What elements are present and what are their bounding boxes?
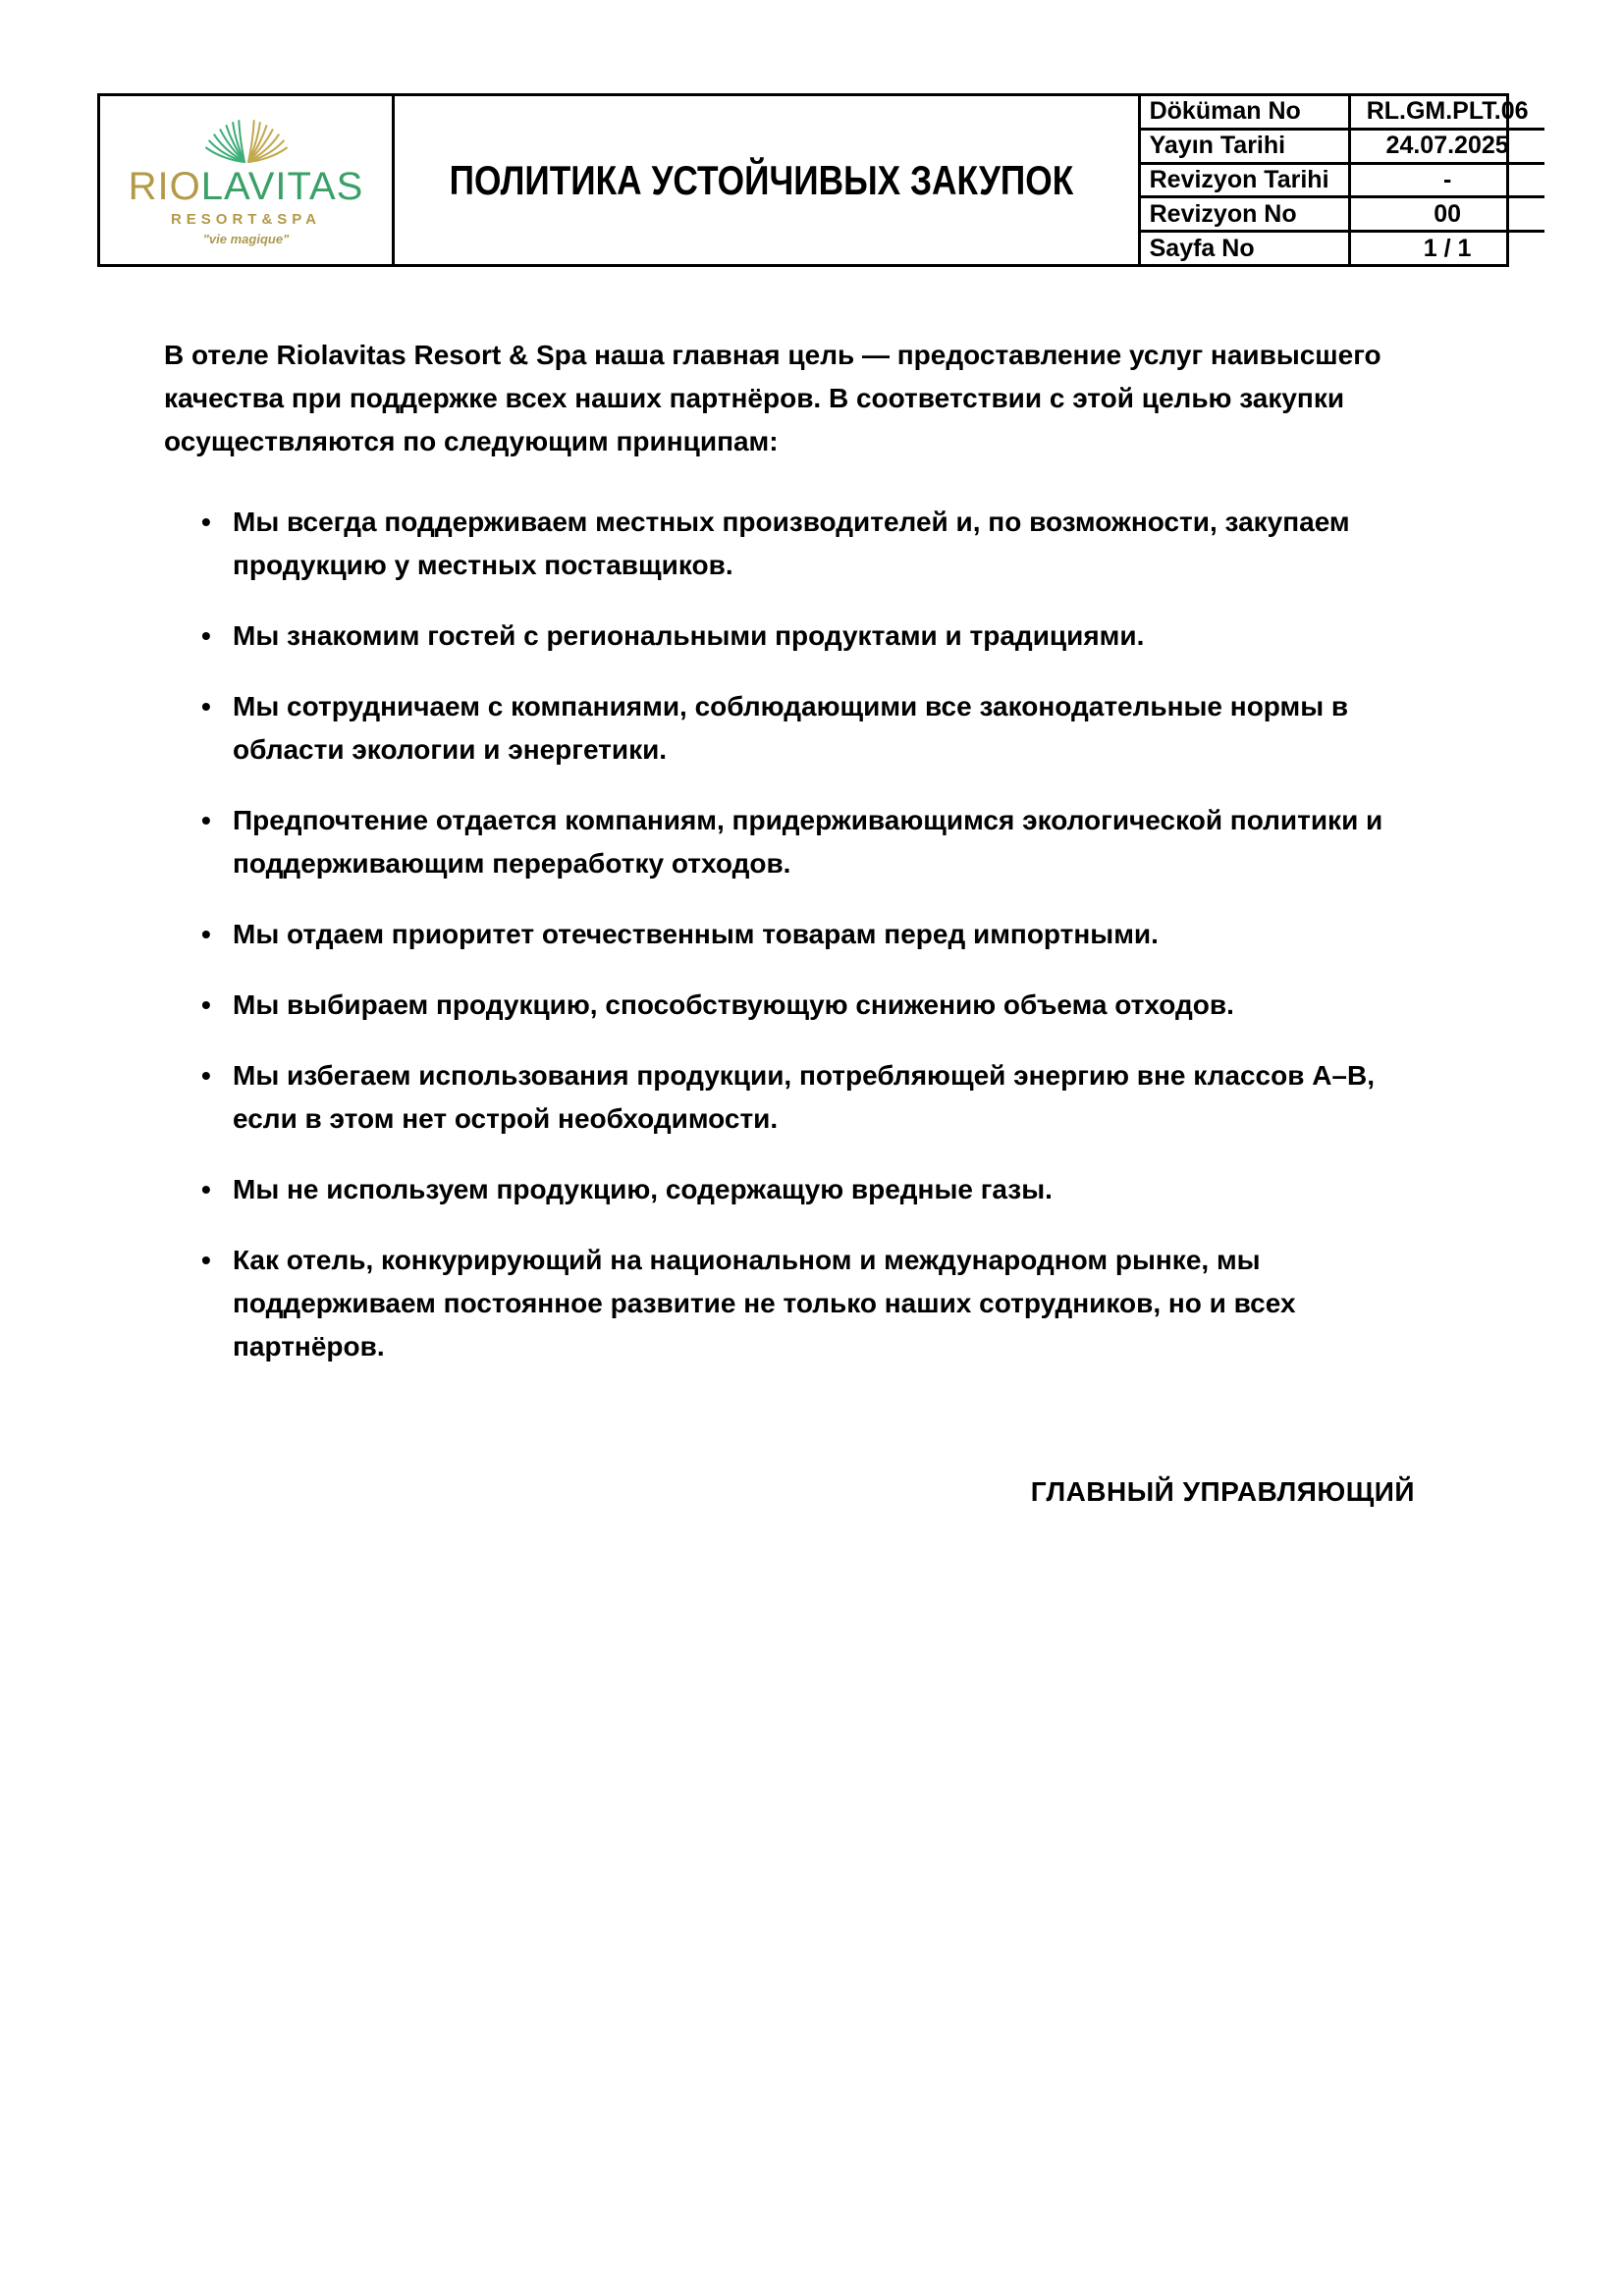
meta-row-yayin-tarihi: [1141, 128, 1544, 162]
intro-paragraph: В отеле Riolavitas Resort & Spa наша главная цель — предоставление услуг наивысшего качества при поддержке всех наших партнёров. В соответствии с этой целью закупки осуществляются по следующим принципам:: [164, 340, 1381, 456]
document-header: [97, 93, 1529, 267]
logo-tagline: "vie magique": [202, 232, 290, 246]
meta-row-sayfa-no: [1141, 230, 1544, 264]
list-item: • Мы знакомим гостей с региональными продуктами и традициями.: [164, 614, 1431, 658]
logo: [100, 96, 395, 264]
principles-list: [164, 501, 1431, 1368]
document-title-cell: [395, 96, 1138, 264]
meta-value: -: [1442, 165, 1452, 193]
meta-label: Sayfa No: [1141, 233, 1351, 264]
meta-label: Revizyon No: [1141, 198, 1351, 230]
meta-table: [1138, 96, 1544, 264]
list-item: • Мы отдаем приоритет отечественным товарам перед импортными.: [164, 913, 1431, 956]
logo-rio-text: RIO: [128, 165, 201, 208]
list-item: • Мы не используем продукцию, содержащую вредные газы.: [164, 1168, 1431, 1211]
meta-row-dokuman-no: [1141, 96, 1544, 128]
meta-value: 1 / 1: [1423, 234, 1472, 262]
list-item: • Мы всегда поддерживаем местных производителей и, по возможности, закупаем продукцию у местных поставщиков.: [164, 501, 1431, 587]
document-body: [164, 334, 1431, 1514]
meta-label: Döküman No: [1141, 96, 1351, 128]
meta-row-revizyon-no: [1141, 195, 1544, 230]
meta-value: RL.GM.PLT.06: [1366, 97, 1529, 126]
page-title: ПОЛИТИКА УСТОЙЧИВЫХ ЗАКУПОК: [449, 156, 1074, 203]
meta-row-revizyon-tarihi: [1141, 162, 1544, 196]
meta-label: Revizyon Tarihi: [1141, 165, 1351, 196]
palm-fans-icon: [178, 120, 315, 165]
list-item: • Мы выбираем продукцию, способствующую снижению объема отходов.: [164, 984, 1431, 1027]
list-item: • Как отель, конкурирующий на национальном и международном рынке, мы поддерживаем постоянное развитие не только наших сотрудников, но и всех партнёров.: [164, 1239, 1431, 1368]
meta-value: 24.07.2025: [1385, 132, 1509, 160]
list-item: • Предпочтение отдается компаниям, придерживающимся экологической политики и поддерживающим переработку отходов.: [164, 799, 1431, 885]
list-item: • Мы избегаем использования продукции, потребляющей энергию вне классов А–В, если в этом нет острой необходимости.: [164, 1054, 1431, 1141]
logo-lavitas-text: LAVITAS: [200, 165, 364, 208]
meta-label: Yayın Tarihi: [1141, 131, 1351, 162]
signoff-title: ГЛАВНЫЙ УПРАВЛЯЮЩИЙ: [1030, 1476, 1415, 1507]
logo-wordmark: [129, 167, 364, 206]
meta-value: 00: [1434, 199, 1462, 228]
list-item: • Мы сотрудничаем с компаниями, соблюдающими все законодательные нормы в области экологии и энергетики.: [164, 685, 1431, 772]
logo-subtitle: RESORT&SPA: [170, 211, 322, 228]
